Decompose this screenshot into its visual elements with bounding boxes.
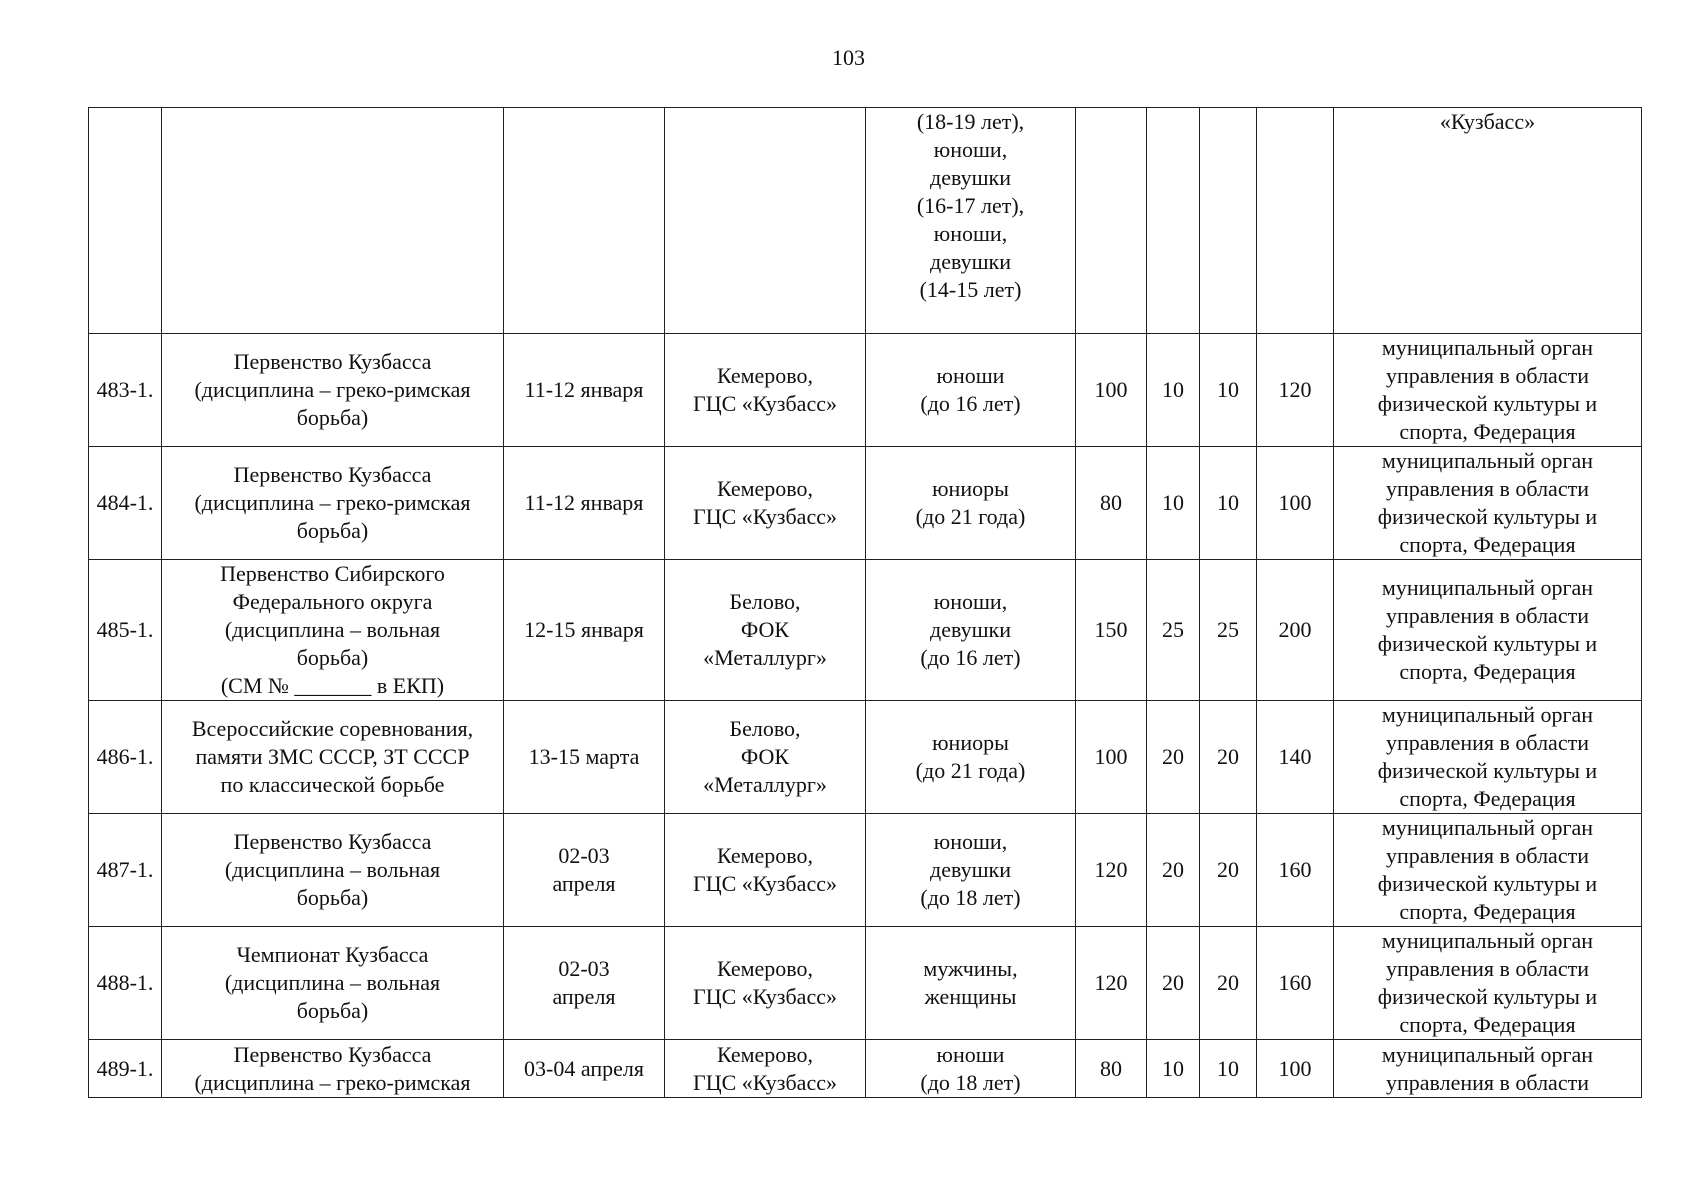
place-cell: [665, 701, 866, 814]
organizer-cell: [1334, 334, 1642, 447]
event-name-line: Первенство Кузбасса: [233, 1041, 432, 1067]
place-line: ГЦС «Кузбасс»: [693, 984, 837, 1009]
event-name-line: Всероссийские соревнования,: [191, 716, 474, 741]
table-row: [89, 447, 1642, 560]
date-cell: [504, 927, 665, 1040]
date-line: 11-12 января: [524, 490, 644, 515]
coaches-cell: [1200, 108, 1257, 334]
category-cell: [866, 447, 1076, 560]
participants-cell: 120: [1076, 927, 1147, 1040]
organizer-line: муниципальный орган: [1381, 448, 1594, 473]
date-line: 03-04 апреля: [524, 1055, 644, 1081]
category-line: (до 18 лет): [920, 1069, 1021, 1095]
place-line: ГЦС «Кузбасс»: [693, 504, 837, 529]
event-name-cell: [162, 560, 504, 701]
category-line: юноши,: [933, 589, 1008, 614]
event-name-cell: [162, 1040, 504, 1098]
date-line: 12-15 января: [524, 617, 644, 642]
judges-cell: 25: [1147, 560, 1200, 701]
page-number: 103: [832, 45, 865, 70]
place-cell: [665, 1040, 866, 1098]
event-name-line: Первенство Сибирского: [220, 561, 445, 586]
event-name-cell: [162, 927, 504, 1040]
judges-cell: 10: [1147, 334, 1200, 447]
date-cell: [504, 334, 665, 447]
participants-cell: 100: [1076, 701, 1147, 814]
category-line: девушки: [930, 617, 1011, 642]
table-row: [89, 1040, 1642, 1098]
num-cell: [89, 108, 162, 334]
organizer-line: спорта, Федерация: [1399, 899, 1576, 924]
category-cell: [866, 560, 1076, 701]
category-line: женщины: [924, 984, 1017, 1009]
table-row-continuation: [89, 108, 1642, 334]
organizer-line: физической культуры и: [1377, 984, 1598, 1009]
organizer-line: физической культуры и: [1377, 871, 1598, 896]
place-line: Кемерово,: [716, 476, 814, 501]
event-name-line: (СМ № _______ в ЕКП): [220, 673, 445, 698]
event-name-line: (дисциплина – вольная: [224, 857, 441, 882]
row-number: 485-1.: [89, 560, 162, 701]
row-number: 486-1.: [89, 701, 162, 814]
event-name-line: борьба): [296, 405, 369, 430]
total-cell: 160: [1257, 927, 1334, 1040]
date-cell: [504, 108, 665, 334]
place-line: Белово,: [729, 716, 801, 741]
place-line: Кемерово,: [716, 843, 814, 868]
place-cell: [665, 447, 866, 560]
organizer-cell: [1334, 108, 1642, 334]
organizer-cell: [1334, 814, 1642, 927]
participants-cell: [1076, 108, 1147, 334]
coaches-cell: 25: [1200, 560, 1257, 701]
date-cell: [504, 560, 665, 701]
organizer-line: управления в области: [1386, 956, 1589, 981]
category-line: (14-15 лет): [919, 277, 1022, 302]
category-line: (до 18 лет): [920, 885, 1021, 910]
date-line: 02-03: [558, 956, 610, 981]
events-table: [88, 107, 1642, 1098]
place-cell: [665, 334, 866, 447]
place-line: ГЦС «Кузбасс»: [693, 871, 837, 896]
organizer-line: спорта, Федерация: [1399, 1012, 1576, 1037]
category-line: (16-17 лет),: [916, 193, 1025, 218]
coaches-cell: 10: [1200, 447, 1257, 560]
participants-cell: 80: [1076, 1040, 1147, 1098]
table-row: [89, 927, 1642, 1040]
organizer-line: управления в области: [1386, 1069, 1589, 1095]
organizer-line: муниципальный орган: [1381, 815, 1594, 840]
organizer-line: муниципальный орган: [1381, 702, 1594, 727]
coaches-cell: 20: [1200, 701, 1257, 814]
event-name-line: (дисциплина – греко-римская: [194, 377, 471, 402]
date-line: апреля: [552, 984, 616, 1009]
organizer-line: управления в области: [1386, 730, 1589, 755]
organizer-line: спорта, Федерация: [1399, 419, 1576, 444]
organizer-line: физической культуры и: [1377, 758, 1598, 783]
organizer-cell: [1334, 701, 1642, 814]
judges-cell: 20: [1147, 927, 1200, 1040]
total-cell: 100: [1257, 447, 1334, 560]
category-line: (до 21 года): [915, 758, 1026, 783]
category-line: юноши: [936, 1041, 1005, 1067]
table-row: [89, 560, 1642, 701]
coaches-cell: 10: [1200, 334, 1257, 447]
category-line: (до 16 лет): [920, 645, 1021, 670]
organizer-cell: [1334, 560, 1642, 701]
row-number: 489-1.: [89, 1040, 162, 1098]
organizer-line: физической культуры и: [1377, 391, 1598, 416]
place-line: Белово,: [729, 589, 801, 614]
event-name-line: Федерального округа: [232, 589, 433, 614]
date-line: апреля: [552, 871, 616, 896]
place-line: ГЦС «Кузбасс»: [693, 1069, 837, 1095]
category-cell: [866, 701, 1076, 814]
organizer-line: муниципальный орган: [1381, 928, 1594, 953]
event-name-line: (дисциплина – греко-римская: [194, 1069, 471, 1095]
event-name-line: по классической борьбе: [220, 772, 445, 797]
event-name-line: (дисциплина – вольная: [224, 970, 441, 995]
organizer-line: управления в области: [1386, 363, 1589, 388]
category-line: мужчины,: [923, 956, 1018, 981]
place-line: ГЦС «Кузбасс»: [693, 391, 837, 416]
place-line: Кемерово,: [716, 1041, 814, 1067]
category-cell: [866, 814, 1076, 927]
event-name-line: Чемпионат Кузбасса: [236, 942, 429, 967]
organizer-cell: [1334, 927, 1642, 1040]
place-line: «Металлург»: [703, 645, 827, 670]
event-name-line: борьба): [296, 885, 369, 910]
category-line: (до 16 лет): [920, 391, 1021, 416]
event-name-cell: [162, 814, 504, 927]
organizer-line: физической культуры и: [1377, 504, 1598, 529]
organizer-line: муниципальный орган: [1381, 335, 1594, 360]
coaches-cell: 10: [1200, 1040, 1257, 1098]
judges-cell: [1147, 108, 1200, 334]
category-line: (18-19 лет),: [916, 109, 1025, 134]
event-name-line: (дисциплина – греко-римская: [194, 490, 471, 515]
category-line: девушки: [930, 857, 1011, 882]
place-cell: [665, 927, 866, 1040]
organizer-cell: [1334, 1040, 1642, 1098]
event-name-cell: [162, 701, 504, 814]
organizer-cell: [1334, 447, 1642, 560]
organizer-line: муниципальный орган: [1381, 1041, 1594, 1067]
category-line: юноши: [936, 363, 1005, 388]
participants-cell: 80: [1076, 447, 1147, 560]
organizer-line: управления в области: [1386, 843, 1589, 868]
date-cell: [504, 447, 665, 560]
event-name-line: памяти ЗМС СССР, ЗТ СССР: [195, 744, 470, 769]
row-number: 487-1.: [89, 814, 162, 927]
event-name-line: Первенство Кузбасса: [233, 462, 432, 487]
table-row: [89, 814, 1642, 927]
participants-cell: 120: [1076, 814, 1147, 927]
category-line: девушки: [930, 249, 1011, 274]
event-name-line: (дисциплина – вольная: [224, 617, 441, 642]
category-line: юниоры: [932, 730, 1009, 755]
place-line: ФОК: [740, 744, 790, 769]
event-name-line: борьба): [296, 998, 369, 1023]
organizer-line: «Кузбасс»: [1439, 109, 1536, 134]
category-cell: [866, 1040, 1076, 1098]
category-line: юниоры: [932, 476, 1009, 501]
row-number: 484-1.: [89, 447, 162, 560]
place-line: Кемерово,: [716, 956, 814, 981]
coaches-cell: 20: [1200, 814, 1257, 927]
date-cell: [504, 1040, 665, 1098]
date-line: 11-12 января: [524, 377, 644, 402]
place-cell: [665, 108, 866, 334]
judges-cell: 10: [1147, 1040, 1200, 1098]
organizer-line: спорта, Федерация: [1399, 786, 1576, 811]
place-line: «Металлург»: [703, 772, 827, 797]
organizer-line: спорта, Федерация: [1399, 532, 1576, 557]
row-number: 483-1.: [89, 334, 162, 447]
event-name-cell: [162, 447, 504, 560]
category-line: юноши,: [933, 829, 1008, 854]
total-cell: [1257, 108, 1334, 334]
category-cell: [866, 108, 1076, 334]
organizer-line: управления в области: [1386, 476, 1589, 501]
place-line: ФОК: [740, 617, 790, 642]
total-cell: 200: [1257, 560, 1334, 701]
date-line: 13-15 марта: [528, 744, 640, 769]
participants-cell: 150: [1076, 560, 1147, 701]
organizer-line: управления в области: [1386, 603, 1589, 628]
category-line: юноши,: [933, 221, 1008, 246]
place-cell: [665, 814, 866, 927]
organizer-line: спорта, Федерация: [1399, 659, 1576, 684]
event-name-line: борьба): [296, 645, 369, 670]
table-row: [89, 334, 1642, 447]
category-cell: [866, 334, 1076, 447]
judges-cell: 20: [1147, 701, 1200, 814]
event-name-line: Первенство Кузбасса: [233, 829, 432, 854]
judges-cell: 10: [1147, 447, 1200, 560]
total-cell: 120: [1257, 334, 1334, 447]
judges-cell: 20: [1147, 814, 1200, 927]
date-cell: [504, 814, 665, 927]
date-line: 02-03: [558, 843, 610, 868]
event-name-line: борьба): [296, 518, 369, 543]
total-cell: 100: [1257, 1040, 1334, 1098]
total-cell: 140: [1257, 701, 1334, 814]
category-line: юноши,: [933, 137, 1008, 162]
row-number: 488-1.: [89, 927, 162, 1040]
category-line: (до 21 года): [915, 504, 1026, 529]
event-name-line: Первенство Кузбасса: [233, 349, 432, 374]
organizer-line: физической культуры и: [1377, 631, 1598, 656]
coaches-cell: 20: [1200, 927, 1257, 1040]
category-cell: [866, 927, 1076, 1040]
category-line: девушки: [930, 165, 1011, 190]
participants-cell: 100: [1076, 334, 1147, 447]
place-cell: [665, 560, 866, 701]
event-name-cell: [162, 334, 504, 447]
total-cell: 160: [1257, 814, 1334, 927]
organizer-line: муниципальный орган: [1381, 575, 1594, 600]
date-cell: [504, 701, 665, 814]
place-line: Кемерово,: [716, 363, 814, 388]
table-row: [89, 701, 1642, 814]
event-name-cell: [162, 108, 504, 334]
